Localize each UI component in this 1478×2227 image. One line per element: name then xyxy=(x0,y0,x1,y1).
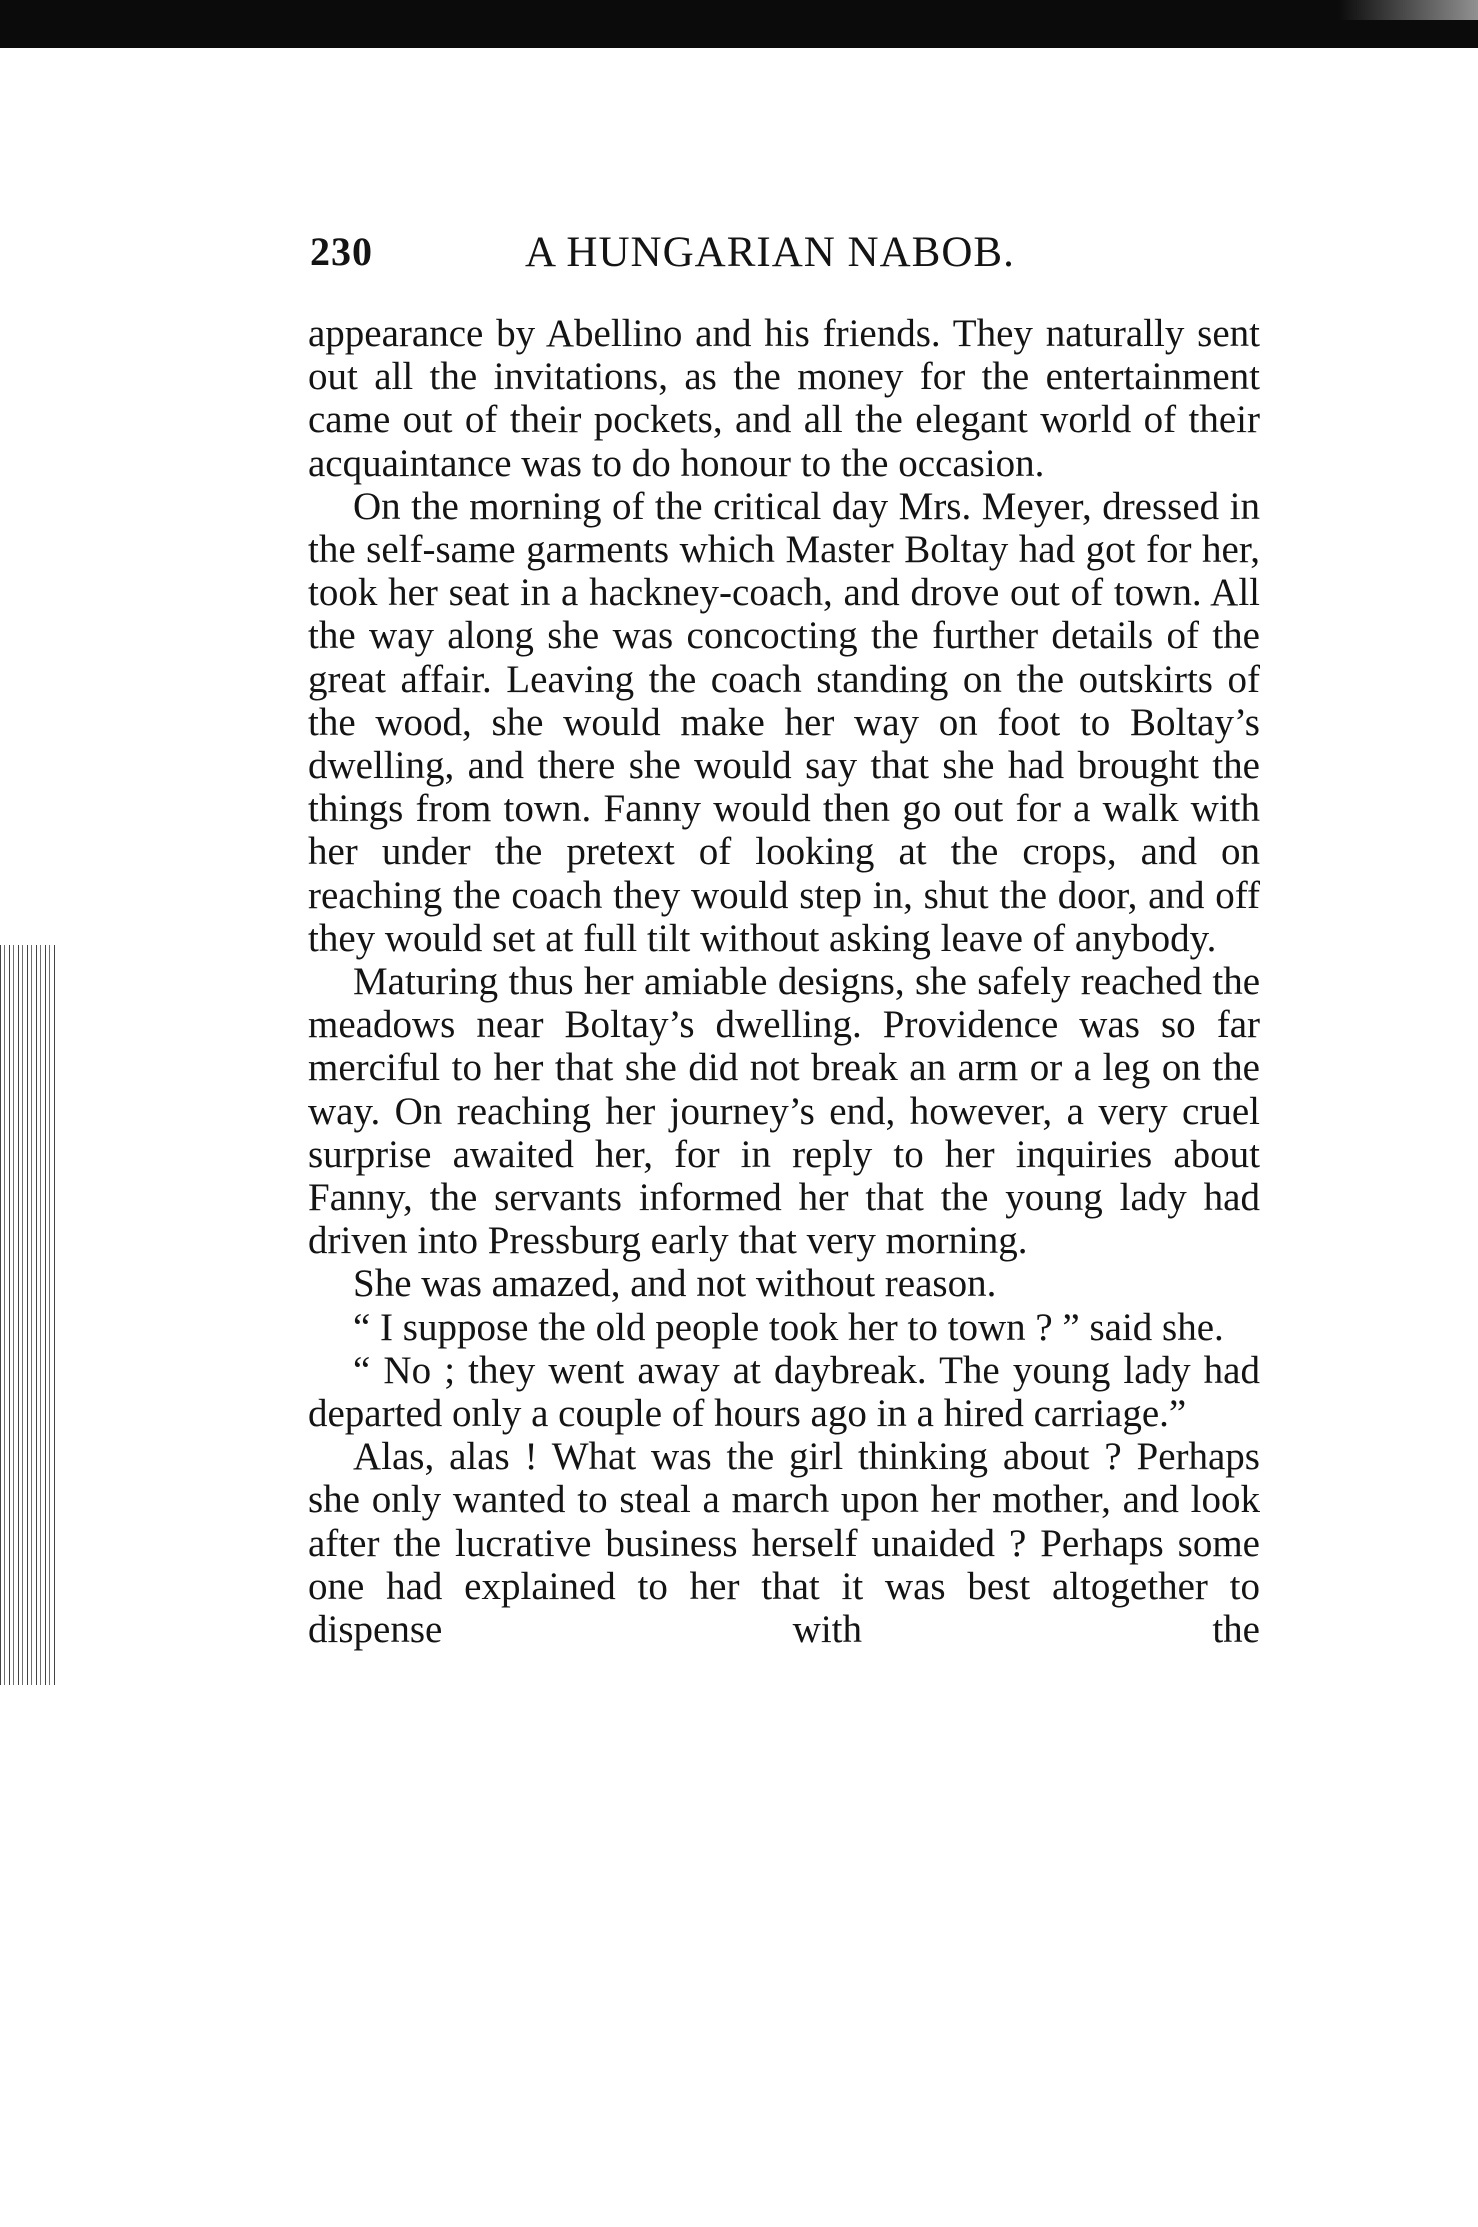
page-number: 230 xyxy=(310,229,373,274)
paragraph: On the morning of the critical day Mrs. Meyer, dressed in the self-same garments which Master Boltay had got for her, took her seat in a hackney-coach, and drove out of town. All the way along she was concocting the further details of the great affair. Leaving the coach standing on the outskirts of the wood, she would make her way on foot to Boltay’s dwelling, and there she would say that she had brought the things from town. Fanny would then go out for a walk with her under the pretext of looking at the crops, and on reaching the coach they would step in, shut the door, and off they would set at full tilt without asking leave of anybody. xyxy=(308,484,1260,960)
scan-edge-fade xyxy=(1338,0,1478,20)
paragraph: She was amazed, and not without reason. xyxy=(353,1262,997,1306)
paragraph-continues: Alas, alas ! What was the girl thinking about ? Perhaps she only wanted to steal a march upon her mother, and look after the lucrative business herself unaided ? Perhaps some one had explained to her that it was best altogether to dispense with the xyxy=(308,1435,1260,1652)
paragraph: “ No ; they went away at daybreak. The young lady had departed only a couple of hours ago in a hired carriage.” xyxy=(308,1348,1260,1436)
running-title: A HUNGARIAN NABOB. xyxy=(525,229,1015,276)
paragraph: Maturing thus her amiable designs, she safely reached the meadows near Boltay’s dwelling. Providence was so far merciful to her that she did not break an arm or a leg on the way. On reaching her journey’s end, however, a very cruel surprise awaited her, for in reply to her inquiries about Fanny, the servants informed her that the young lady had driven into Pressburg early that very morning. xyxy=(308,960,1260,1263)
body-text xyxy=(308,312,1260,1651)
top-scan-border xyxy=(0,0,1478,48)
paragraph-continuation: appearance by Abellino and his friends. They naturally sent out all the invitations, as the money for the entertainment came out of their pockets, and all the elegant world of their acquaintance was to do honour to the occasion. xyxy=(308,312,1260,485)
paragraph: “ I suppose the old people took her to town ? ” said she. xyxy=(353,1305,1224,1349)
running-header xyxy=(310,228,1260,288)
binding-shadow xyxy=(0,945,55,1685)
